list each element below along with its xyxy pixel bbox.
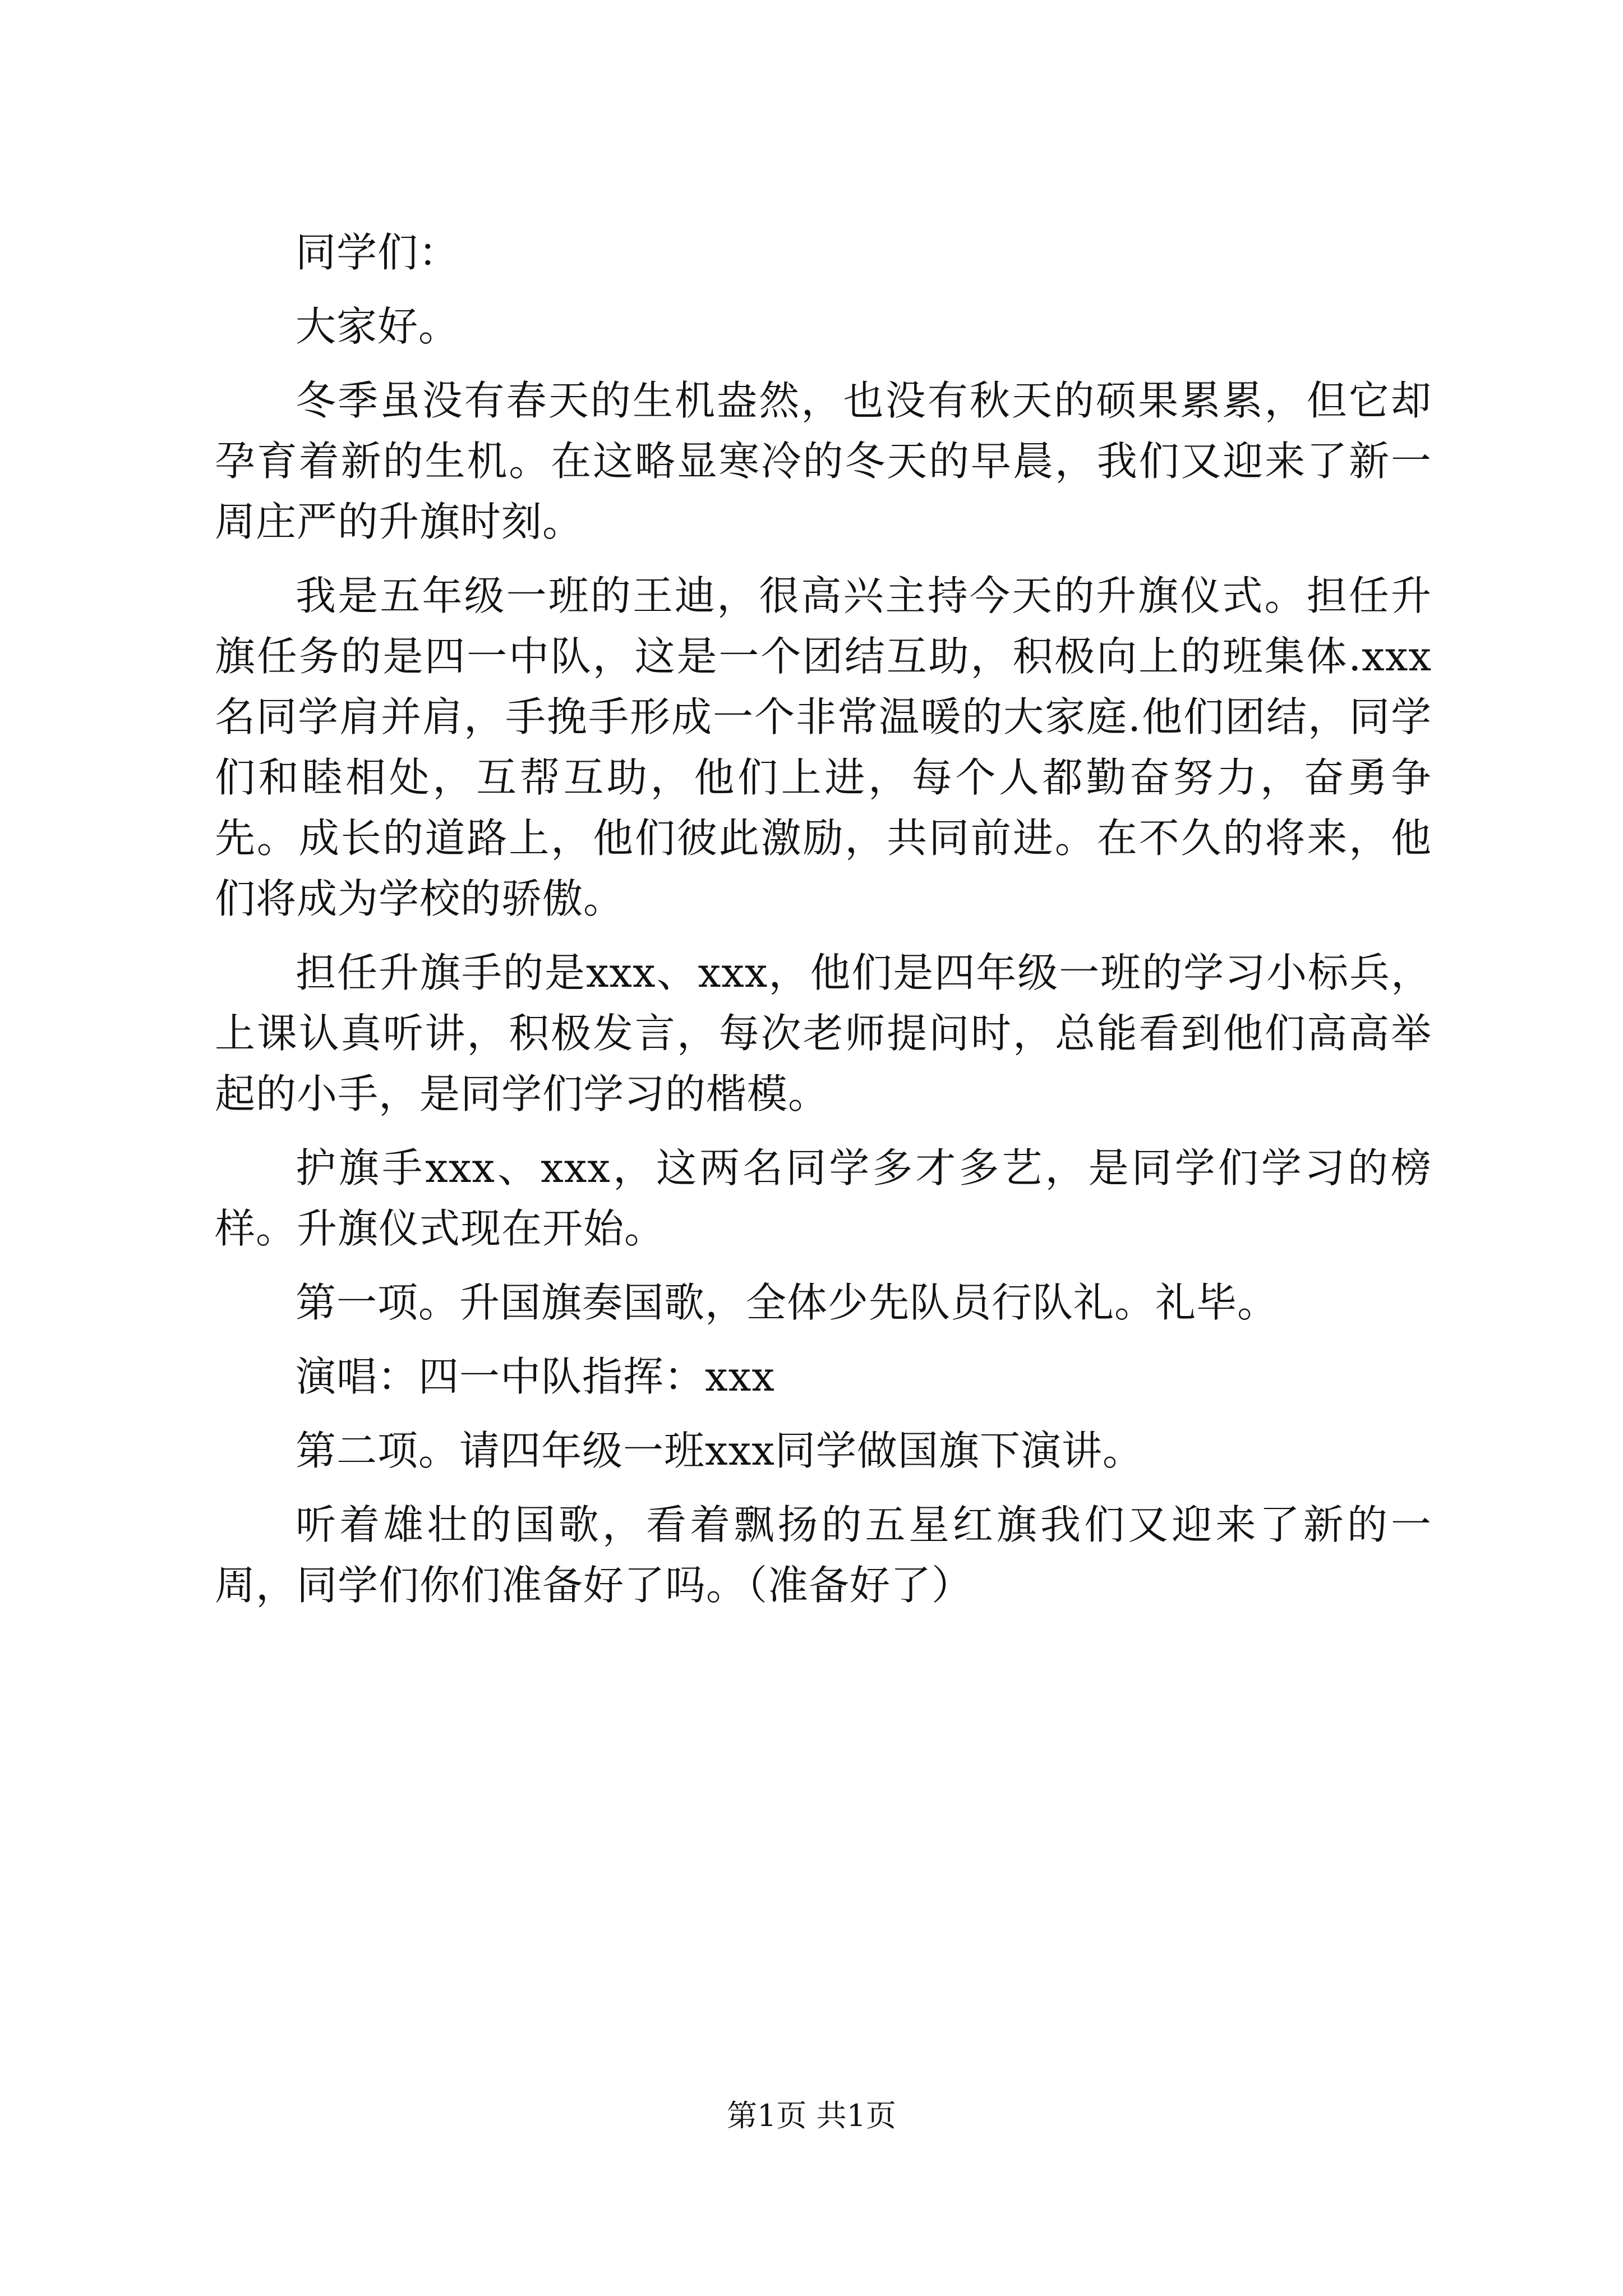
agenda-item-2: 第二项。请四年级一班xxx同学做国旗下演讲。: [296, 1427, 1144, 1474]
paragraph-speech: 听着雄壮的国歌，看着飘扬的五星红旗我们又迎来了新的一周，同学们你们准备好了吗。（准备好了）: [215, 1501, 1432, 1609]
salutation: 同学们：: [296, 229, 460, 276]
paragraph-host: 我是五年级一班的王迪，很高兴主持今天的升旗仪式。担任升旗任务的是四一中队，这是一个团结互助，积极向上的班集体.xxx名同学肩并肩，手挽手形成一个非常温暖的大家庭.他们团结，同学们和睦相处，互帮互助，他们上进，每个人都勤奋努力，奋勇争先。成长的道路上，他们彼此激励，共同前进。在不久的将来，他们将成为学校的骄傲。: [215, 572, 1432, 922]
paragraph-flag-raisers: 担任升旗手的是xxx、xxx，他们是四年级一班的学习小标兵，上课认真听讲，积极发言，每次老师提问时，总能看到他们高高举起的小手，是同学们学习的楷模。: [215, 949, 1432, 1117]
page-number-footer: 第1页 共1页: [727, 2098, 896, 2133]
agenda-item-1: 第一项。升国旗奏国歌，全体少先队员行队礼。礼毕。: [296, 1279, 1279, 1326]
greeting: 大家好。: [296, 303, 460, 350]
paragraph-flag-guards: 护旗手xxx、xxx，这两名同学多才多艺，是同学们学习的榜样。升旗仪式现在开始。: [215, 1144, 1432, 1252]
agenda-singing: 演唱：四一中队指挥：xxx: [296, 1353, 775, 1400]
document-body: [215, 222, 1432, 1629]
paragraph-intro: 冬季虽没有春天的生机盎然，也没有秋天的硕果累累，但它却孕育着新的生机。在这略显寒冷的冬天的早晨，我们又迎来了新一周庄严的升旗时刻。: [215, 377, 1432, 545]
